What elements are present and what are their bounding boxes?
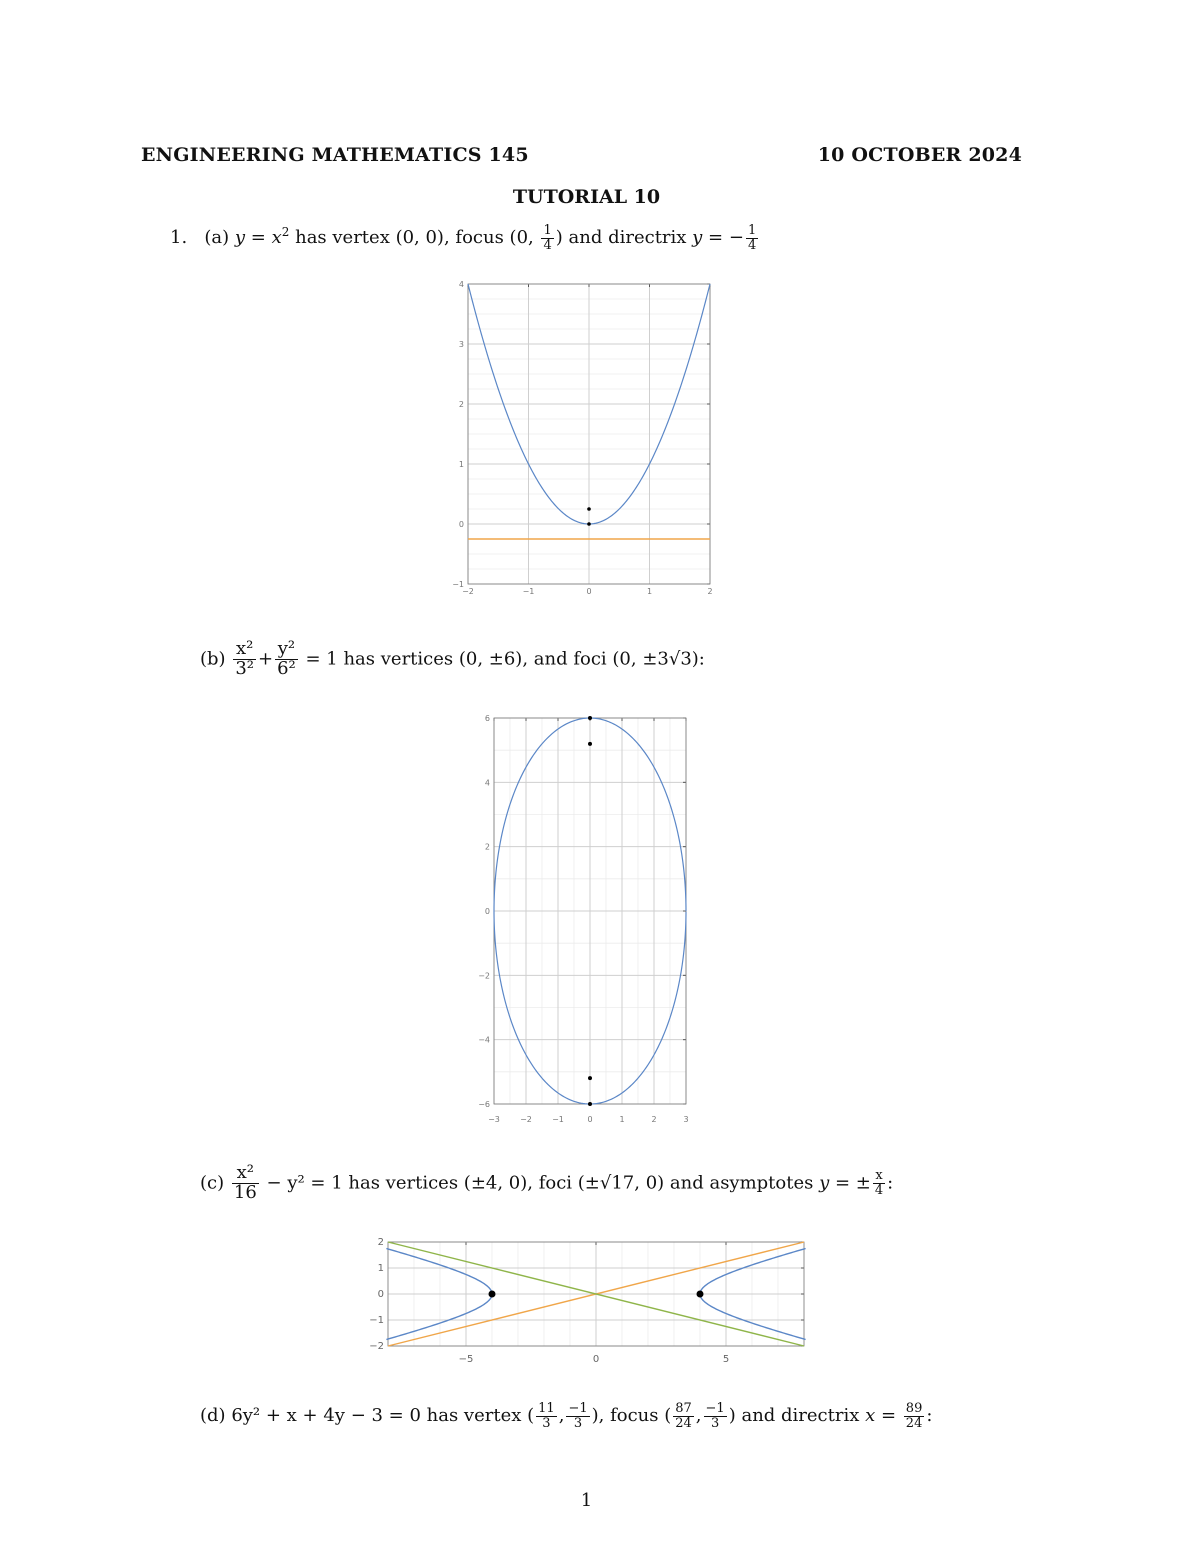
numerator: x² <box>233 640 256 660</box>
y-tick-label: 4 <box>458 280 464 289</box>
text: and directrix <box>562 227 693 249</box>
x-tick-label: 0 <box>587 1115 593 1124</box>
y-tick-label: 2 <box>484 842 490 852</box>
x-tick-label: 1 <box>619 1115 625 1124</box>
focus-x-fraction <box>673 1402 694 1430</box>
y-tick-label: −6 <box>478 1100 490 1109</box>
colon: : <box>887 1172 894 1194</box>
y-tick-label: −1 <box>369 1315 384 1326</box>
y-tick-label: 3 <box>458 340 464 349</box>
x-tick-label: −1 <box>552 1115 564 1124</box>
focus-prefix: (0, <box>509 227 540 249</box>
numerator: 1 <box>747 223 757 238</box>
date: 10 OCTOBER 2024 <box>817 144 1022 166</box>
vertex-y-fraction <box>566 1402 589 1430</box>
x-tick-label: 2 <box>651 1115 657 1124</box>
y-tick-label: −2 <box>478 971 490 981</box>
hyperbola-plot <box>358 1234 810 1368</box>
directrix-prefix: x = <box>865 1405 902 1427</box>
directrix-fraction <box>904 1402 925 1430</box>
exponent: 2 <box>281 225 290 240</box>
numerator: 1 <box>543 223 552 238</box>
ellipse-plot <box>476 706 700 1130</box>
y-tick-label: 2 <box>377 1237 384 1248</box>
key-point <box>588 716 592 720</box>
plus-sign: + <box>257 648 274 670</box>
focus-suffix: ) <box>555 227 563 249</box>
denominator: 3 <box>710 1415 720 1431</box>
key-point <box>588 1076 592 1080</box>
denominator: 16 <box>233 1181 257 1203</box>
x-tick-label: −2 <box>462 587 474 596</box>
numerator: x <box>873 1169 885 1184</box>
key-point <box>588 742 592 746</box>
focus-y-fraction <box>704 1402 727 1430</box>
vertex-point <box>489 1291 496 1298</box>
text: 6y² + x + 4y − 3 = 0 has vertex <box>231 1405 528 1427</box>
text: , focus <box>598 1405 665 1427</box>
part-label: (b) <box>200 648 226 670</box>
problem-1d: (d) 6y² + x + 4y − 3 = 0 has vertex ( $\frac{11}{3}$ , $\frac{-1}{3}$ ), focus ( $\frac{87}{24}$ , $\frac{-1}{3}$ ) and directrix x = $\frac{89}{24}$ : <box>200 1401 933 1431</box>
problem-1a <box>170 224 760 252</box>
x-tick-label: 3 <box>683 1115 689 1124</box>
denominator: 3 <box>542 1415 551 1431</box>
x-tick-label: 0 <box>592 1354 600 1365</box>
x-tick-label: 2 <box>707 587 713 596</box>
key-point <box>588 1102 592 1106</box>
part-label: (a) <box>204 227 230 249</box>
numerator: x² <box>232 1164 259 1184</box>
problem-1b <box>200 640 705 679</box>
part-label: (c) <box>200 1172 225 1194</box>
directrix-fraction <box>746 224 758 252</box>
parabola-plot <box>452 276 722 606</box>
denominator: 6² <box>277 657 296 679</box>
x-tick-label: 0 <box>586 587 592 596</box>
x-tick-label: −3 <box>488 1115 500 1124</box>
numerator: 89 <box>905 1401 923 1416</box>
x-tick-label: 1 <box>646 587 653 596</box>
colon: : <box>926 1405 933 1427</box>
numerator: −1 <box>568 1401 588 1416</box>
equation: y = x <box>234 227 282 249</box>
asymptote-fraction <box>873 1169 885 1197</box>
text: and directrix <box>735 1405 866 1427</box>
asymptote-prefix: y = ± <box>819 1172 871 1194</box>
fraction-y <box>275 640 298 679</box>
problem-number: 1. <box>170 227 188 249</box>
denominator: 24 <box>905 1415 923 1431</box>
problem-1c <box>200 1164 893 1203</box>
numerator: 87 <box>675 1401 692 1416</box>
denominator: 24 <box>675 1415 692 1431</box>
key-point <box>587 522 591 526</box>
text: = 1 has vertices (0, ±6), and foci (0, ±3√3): <box>305 648 705 670</box>
directrix-prefix: y = − <box>692 227 744 249</box>
text: has vertex (0, 0), focus <box>289 227 510 249</box>
y-tick-label: 4 <box>484 778 490 788</box>
y-tick-label: −1 <box>452 580 464 589</box>
denominator: 4 <box>543 237 552 253</box>
tutorial-title: TUTORIAL 10 <box>512 186 661 208</box>
course-title: ENGINEERING MATHEMATICS 145 <box>141 144 529 166</box>
y-tick-label: −4 <box>478 1035 490 1045</box>
fraction-x <box>233 640 256 679</box>
y-tick-label: −2 <box>369 1341 384 1352</box>
y-tick-label: 0 <box>377 1289 384 1300</box>
x-tick-label: −5 <box>458 1354 474 1365</box>
y-tick-label: 0 <box>458 520 464 529</box>
x-tick-label: −1 <box>522 587 535 596</box>
denominator: 4 <box>747 237 757 253</box>
y-tick-label: 2 <box>458 400 464 409</box>
vertex-x-fraction <box>536 1402 557 1430</box>
numerator: 11 <box>538 1401 555 1416</box>
y-tick-label: 1 <box>458 460 464 469</box>
denominator: 3 <box>573 1415 583 1431</box>
key-point <box>587 507 591 511</box>
text: − y² = 1 has vertices (±4, 0), foci (±√17, 0) and asymptotes <box>266 1172 820 1194</box>
part-label: (d) <box>200 1405 226 1427</box>
y-tick-label: 6 <box>484 714 490 723</box>
numerator: −1 <box>705 1401 725 1416</box>
page-number: 1 <box>580 1490 593 1511</box>
y-tick-label: 0 <box>484 907 490 916</box>
x-tick-label: −2 <box>520 1115 532 1124</box>
fraction-x <box>232 1164 259 1203</box>
numerator: y² <box>275 640 298 660</box>
vertex-point <box>697 1291 704 1298</box>
denominator: 4 <box>874 1182 884 1198</box>
y-tick-label: 1 <box>377 1263 384 1274</box>
x-tick-label: 5 <box>722 1354 730 1365</box>
denominator: 3² <box>235 657 254 679</box>
focus-fraction <box>541 224 553 252</box>
